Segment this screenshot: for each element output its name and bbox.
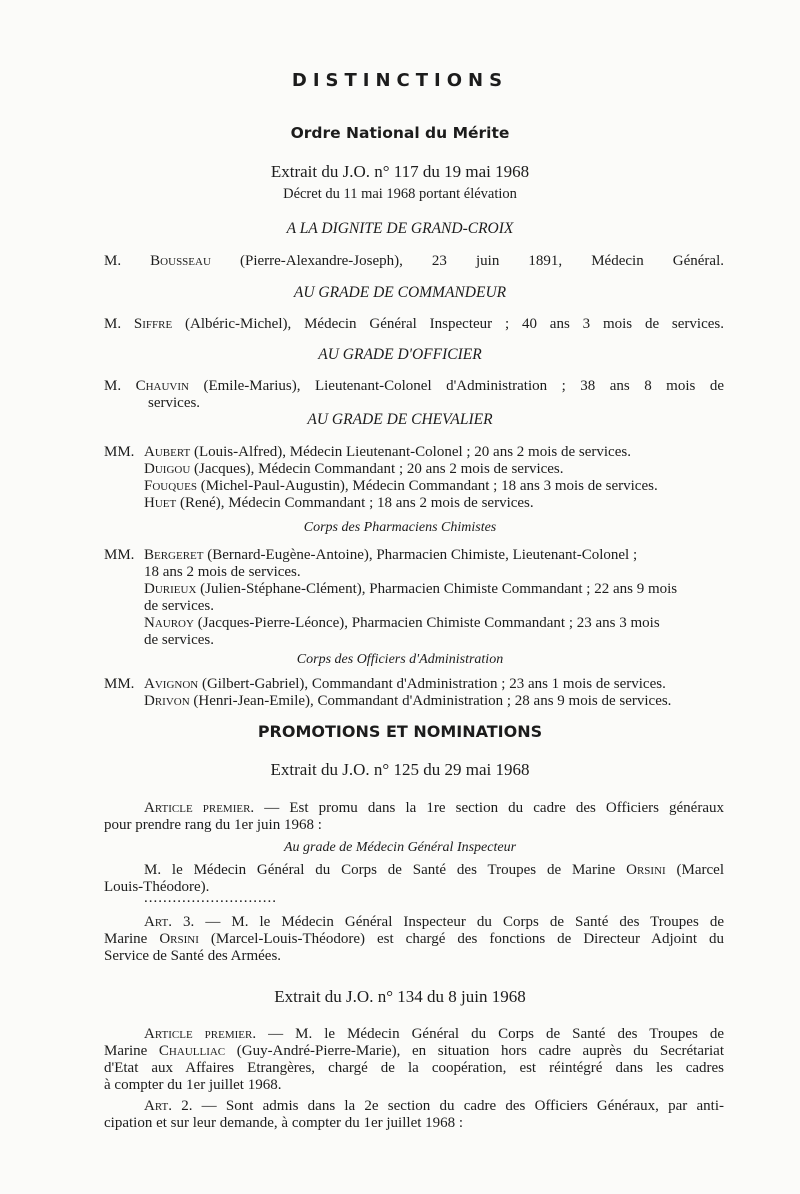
article-3-line-3: Service de Santé des Armées. (104, 948, 282, 964)
entry-officier-cont: services. (148, 395, 201, 411)
entry-text: (Emile-Marius), Lieutenant-Colonel d'Administration ; 38 ans 8 mois de (188, 378, 724, 394)
article-text: Marine (104, 931, 160, 947)
entry-grand-croix (104, 253, 724, 270)
article-text: — M. le Médecin Général du Corps de Santé des Troupes de (256, 1026, 724, 1042)
entry-name: Orsini (626, 862, 666, 878)
adm-prefix: MM. (104, 676, 135, 692)
decret-line: Décret du 11 mai 1968 portant élévation (283, 186, 517, 202)
entry-officier (104, 378, 724, 395)
entry-prefix: M. (104, 253, 151, 269)
corps-pharmaciens: Corps des Pharmaciens Chimistes (303, 520, 497, 535)
entry-name: Chauvin (135, 378, 189, 394)
pharm-entry-1-cont: 18 ans 2 mois de services. (144, 564, 301, 580)
pharm-entry-2 (144, 581, 677, 598)
article-2-line-2: cipation et sur leur demande, à compter du 1er juillet 1968 : (104, 1115, 464, 1131)
extrait-117: Extrait du J.O. n° 117 du 19 mai 1968 (270, 162, 530, 181)
article-2-line-1 (104, 1098, 724, 1115)
article-1b-line-3: d'Etat aux Affaires Etrangères, chargé de la coopération, est réintégré dans les cadres (104, 1060, 724, 1076)
extrait-125: Extrait du J.O. n° 125 du 29 mai 1968 (270, 760, 530, 779)
entry-name: Drivon (144, 693, 190, 709)
entry-text: (Henri-Jean-Emile), Commandant d'Administration ; 28 ans 9 mois de services. (189, 693, 672, 709)
chev-entry-4 (144, 495, 534, 512)
entry-name: Aubert (144, 444, 191, 460)
nomination-text: M. le Médecin Général du Corps de Santé des Troupes de Marine (144, 862, 627, 878)
entry-text: (Bernard-Eugène-Antoine), Pharmacien Chimiste, Lieutenant-Colonel ; (203, 547, 638, 563)
grade-officier: AU GRADE D'OFFICIER (318, 346, 482, 363)
extrait-134: Extrait du J.O. n° 134 du 8 juin 1968 (274, 987, 526, 1006)
chev-prefix: MM. (104, 444, 135, 460)
entry-text: (Gilbert-Gabriel), Commandant d'Administration ; 23 ans 1 mois de services. (198, 676, 666, 692)
pharm-entry-3-cont: de services. (144, 632, 214, 648)
entry-text: (Louis-Alfred), Médecin Lieutenant-Colonel ; 20 ans 2 mois de services. (190, 444, 631, 460)
entry-name: Avignon (144, 676, 199, 692)
section-promotions-title: PROMOTIONS ET NOMINATIONS (257, 722, 543, 741)
nomination-text: (Marcel (665, 862, 724, 878)
article-text: — Sont admis dans la 2e section du cadre des Officiers Généraux, par anti- (192, 1098, 724, 1114)
adm-entry-2 (144, 693, 671, 710)
entry-prefix: M. (104, 316, 134, 332)
entry-text: (Julien-Stéphane-Clément), Pharmacien Chimiste Commandant ; 22 ans 9 mois (196, 581, 678, 597)
entry-name: Bergeret (144, 547, 204, 563)
article-label: Article premier. (144, 800, 255, 816)
entry-text: (René), Médecin Commandant ; 18 ans 2 mois de services. (176, 495, 534, 511)
grade-medecin-general-inspecteur: Au grade de Médecin Général Inspecteur (283, 840, 517, 855)
page-title: DISTINCTIONS (291, 70, 509, 91)
pharm-entry-2-cont: de services. (144, 598, 214, 614)
entry-name: Siffre (133, 316, 173, 332)
entry-name: Duigou (144, 461, 191, 477)
article-1b-line-2 (104, 1043, 724, 1060)
article-1b-line-4: à compter du 1er juillet 1968. (104, 1077, 282, 1093)
entry-commandeur (104, 316, 724, 333)
entry-name: Huet (144, 495, 177, 511)
entry-name: Orsini (159, 931, 199, 947)
adm-entry-1 (144, 676, 666, 693)
article-label: Art. 3. (144, 914, 195, 930)
grade-grand-croix: A LA DIGNITE DE GRAND-CROIX (286, 220, 514, 237)
article-label: Article premier. (144, 1026, 257, 1042)
article-text: — Est promu dans la 1re section du cadre des Officiers généraux (254, 800, 724, 816)
entry-text: (Jacques-Pierre-Léonce), Pharmacien Chimiste Commandant ; 23 ans 3 mois (193, 615, 660, 631)
article-text: — M. le Médecin Général Inspecteur du Corps de Santé des Troupes de (194, 914, 725, 930)
corps-administration: Corps des Officiers d'Administration (296, 652, 504, 667)
article-3-line-1 (104, 914, 724, 931)
ellipsis-dots: ............................ (144, 890, 277, 906)
article-1-line-2: pour prendre rang du 1er juin 1968 : (104, 817, 322, 833)
pharm-entry-1 (144, 547, 637, 564)
grade-commandeur: AU GRADE DE COMMANDEUR (293, 284, 507, 301)
article-3-line-2 (104, 931, 724, 948)
entry-prefix: M. (104, 378, 136, 394)
article-1-line-1 (104, 800, 724, 817)
entry-text: (Pierre-Alexandre-Joseph), 23 juin 1891, Médecin Général. (210, 253, 724, 269)
entry-name: Chaulliac (158, 1043, 226, 1059)
article-text: (Marcel-Louis-Théodore) est chargé des fonctions de Directeur Adjoint du (198, 931, 724, 947)
pharm-prefix: MM. (104, 547, 135, 563)
entry-name: Fouques (144, 478, 197, 494)
pharm-entry-3 (144, 615, 660, 632)
chev-entry-1 (144, 444, 631, 461)
entry-name: Bousseau (150, 253, 211, 269)
grade-chevalier: AU GRADE DE CHEVALIER (307, 411, 493, 428)
article-text: Marine (104, 1043, 159, 1059)
article-1b-line-1 (104, 1026, 724, 1043)
order-title: Ordre National du Mérite (290, 124, 510, 142)
entry-text: (Albéric-Michel), Médecin Général Inspecteur ; 40 ans 3 mois de services. (172, 316, 724, 332)
entry-name: Nauroy (144, 615, 194, 631)
entry-text: (Jacques), Médecin Commandant ; 20 ans 2 mois de services. (190, 461, 564, 477)
entry-text: (Michel-Paul-Augustin), Médecin Commandant ; 18 ans 3 mois de services. (196, 478, 658, 494)
nomination-line-1 (104, 862, 724, 879)
chev-entry-3 (144, 478, 658, 495)
article-label: Art. 2. (144, 1098, 193, 1114)
chev-entry-2 (144, 461, 564, 478)
entry-name: Durieux (144, 581, 197, 597)
article-text: (Guy-André-Pierre-Marie), en situation hors cadre auprès du Secrétariat (225, 1043, 724, 1059)
nomination-line-2: Louis-Théodore). (104, 879, 210, 895)
